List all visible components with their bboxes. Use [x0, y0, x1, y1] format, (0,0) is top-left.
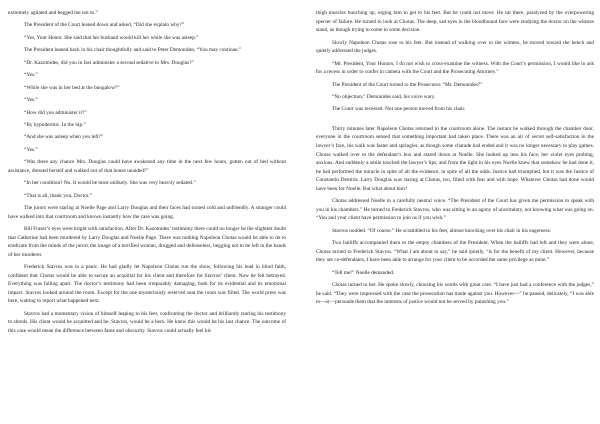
paragraph: The jurors were staring at Noelle Page and Larry Douglas and their faces had turned cold and unfriendly. A stranger could have walked into that courtroom and known instantly how the case was going.: [8, 205, 286, 220]
paragraph: “Tell me!” Noelle demanded.: [332, 269, 395, 276]
paragraph: The President of the Court turned to the Prosecutor. “Mr. Demonides?”: [332, 81, 483, 88]
paragraph: “Was there any chance Mrs. Douglas could have awakened any time in the next few hours, gotten out of bed without assistance, dressed herself and walked out of that house unaided?”: [8, 159, 286, 174]
paragraph: Two bailiffs accompanied them to the empty chambers of the President. When the bailiffs had left and they were alone, Chotas turned to Frederick Stavros. “What I am about to say,” he said quietly, “is for the benefit of my client. However, because they are co-defendants, I have been able to arrange for your client to be accorded the same privilege as mine.”: [316, 240, 594, 264]
paragraph: “Yes.”: [24, 72, 38, 79]
paragraph: “Yes.”: [24, 146, 38, 153]
paragraph: “By hypodermic. In the hip.”: [24, 121, 86, 128]
paragraph: “In her condition? No. It would be most unlikely. She was very heavily sedated.”: [24, 180, 196, 187]
paragraph: extremely agitated and begged me not to.”: [8, 10, 98, 16]
paragraph: “No objection,” Demonides said, his voice wary.: [332, 93, 436, 100]
paragraph: “And she was asleep when you left?”: [24, 134, 104, 141]
paragraph: Stavros nodded. “Of course.” He scrambled to his feet, almost knocking over his chair in his eagerness.: [332, 227, 552, 234]
paragraph: “Yes.”: [24, 97, 38, 104]
paragraph: Bill Fraser’s eyes were bright with satisfaction. After Dr. Kazomides’ testimony there could no longer be the slightest doubt that Catherine had been murdered by Larry Douglas and Noelle Page. There was nothing Napoleon Chotas would be able to do to eradicate from the minds of the jurors the image of a terrified woman, drugged and defenseless, begging not to be left in the hands of her murderer.: [8, 226, 286, 258]
paragraph: “Dr. Kazomides, did you in fact administer a second sedative to Mrs. Douglas?”: [24, 59, 194, 66]
left-column: [8, 9, 286, 335]
paragraph: The President leaned back in his chair thoughtfully and said to Peter Demonides, “You may continue.”: [24, 47, 242, 54]
right-column: [316, 9, 594, 307]
paragraph: “That is all, thank you, Doctor.”: [24, 192, 92, 199]
paragraph: “While she was in her bed at the bungalow?”: [24, 84, 120, 91]
paragraph: Chotas turned to her. He spoke slowly, choosing his words with great care. “I have just had a conference with the judges,” he said. “They were impressed with the case the prosecution has made against you. However—” he paused, delicately, “I was able to—or—persuade them that the interests of justice would not be served by punishing you.”: [316, 282, 594, 306]
paragraph: “Mr. President, Your Honors, I do not wish to cross-examine the witness. With the Court’s permission, I would like to ask for a recess in order to confer in camera with the Court and the Prosecuting Attorney.”: [316, 60, 594, 76]
paragraph: Chotas addressed Noelle in a carefully neutral voice. “The President of the Court has given me permission to speak with you in his chambers.” He turned to Frederick Stavros, who was sitting in an agony of uncertainty, not knowing what was going on. “You and your client have permission to join us if you wish.”: [316, 198, 594, 222]
paragraph: thigh muscles bunching up, urging him to get to his feet. But he could not move. He sat there, paralyzed by the overpowering specter of failure. He turned to look at Chotas. The deep, sad eyes in the bloodhound face were studying the doctor on the witness stand, as though trying to come to some decision.: [316, 10, 594, 34]
paragraph: The President of the Court leaned down and asked, “Did she explain why?”: [24, 22, 185, 29]
paragraph: The Court was recessed. Not one person moved from his chair.: [332, 106, 466, 113]
paragraph: Frederick Stavros was in a panic. He had gladly let Napoleon Chotas run the show, following his lead in blind faith, confident that Chotas would be able to secure an acquittal for his client and therefore for Stavros’ client. Now he felt betrayed. Everything was falling apart. The doctor’s testimony had been irreparably damaging, both for its evidential and its emotional impact. Stavros looked around the room. Except for the one mysteriously reserved seat the room was filled. The world press was here, waiting to report what happened next.: [8, 264, 286, 305]
paragraph: Thirty minutes later Napoleon Chotas returned to the courtroom alone. The instant he walked through the chamber door, everyone in the courtroom sensed that something important had taken place. There was an air of secret self-satisfaction in the lawyer’s face, his walk was faster and springier, as though some charade had ended and it was no longer necessary to play games. Chotas walked over to the defendant’s box and stared down at Noelle. She looked up into his face, her violet eyes probing, anxious. And suddenly a smile touched the lawyer’s lips, and from the light in his eyes Noelle knew that somehow he had done it, he had performed the miracle in spite of all the evidence, in spite of all the odds. Justice had triumphed, but it was the Justice of Constantin Demiris. Larry Douglas was staring at Chotas, too, filled with fear and with hope. Whatever Chotas had done would have been for Noelle. But what about him?: [316, 125, 594, 192]
paragraph: “How did you administer it?”: [24, 109, 87, 116]
paragraph: “Yes, Your Honor. She said that her husband would kill her while she was asleep.”: [24, 34, 199, 41]
paragraph: Stavros had a momentary vision of himself leaping to his feet, confronting the doctor and brilliantly tearing his testimony to shreds. His client would be acquitted and he, Stavros, would be a hero. He knew this would be his last chance. The outcome of this case would mean the difference between fame and obscurity. Stavros could actually feel his: [8, 310, 286, 334]
paragraph: Slowly Napoleon Chotas rose to his feet. But instead of walking over to the witness, he moved toward the bench and quietly addressed the judges.: [316, 39, 594, 55]
